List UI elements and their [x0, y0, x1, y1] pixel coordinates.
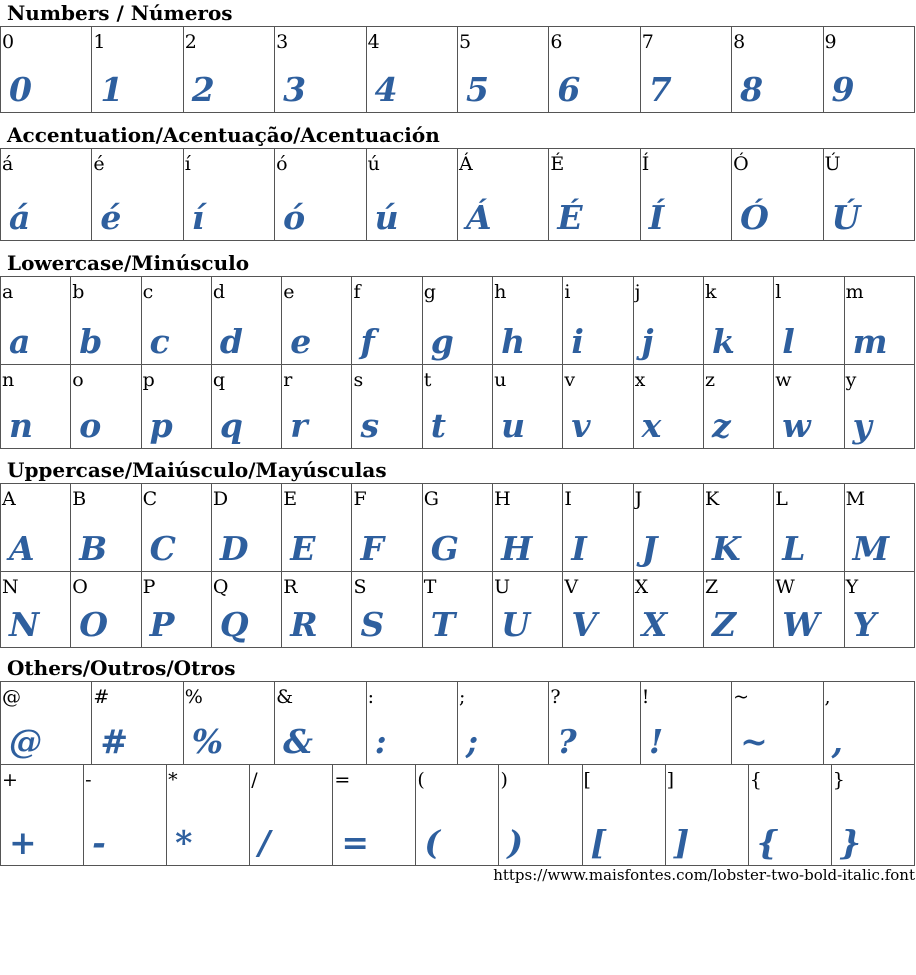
glyph-sample: ú [374, 198, 399, 237]
glyph-sample: * [175, 823, 193, 862]
glyph-cell [457, 27, 548, 113]
glyph-cell [211, 572, 281, 648]
glyph-label: h [494, 281, 507, 303]
glyph-label: f [353, 281, 361, 303]
glyph-label: ) [500, 769, 508, 791]
glyph-cell [563, 365, 633, 449]
glyph-label: & [276, 686, 294, 708]
glyph-label: N [2, 576, 19, 598]
glyph-label: k [704, 281, 717, 303]
glyph-cell [703, 365, 773, 449]
glyph-cell [457, 682, 548, 765]
glyph-label: C [142, 488, 158, 510]
glyph-cell [352, 572, 422, 648]
glyph-cell [633, 572, 703, 648]
glyph-label: o [72, 369, 84, 391]
glyph-sample: R [290, 605, 318, 644]
glyph-sample: p [149, 406, 173, 445]
glyph-sample: ? [557, 722, 577, 761]
section-title-accentuation: Accentuation/Acentuação/Acentuación [7, 123, 440, 147]
glyph-label: - [85, 769, 92, 791]
glyph-sample: é [100, 198, 122, 237]
glyph-label: 6 [550, 31, 563, 53]
glyph-label: Y [845, 576, 859, 598]
glyph-cell [563, 484, 633, 572]
glyph-sample: y [852, 406, 872, 445]
glyph-cell [563, 277, 633, 365]
glyph-sample: A [9, 529, 35, 568]
glyph-label: L [775, 488, 788, 510]
glyph-label: E [283, 488, 298, 510]
glyph-cell [141, 277, 211, 365]
glyph-label: ] [666, 769, 675, 791]
glyph-cell [183, 27, 274, 113]
glyph-cell [493, 484, 563, 572]
glyph-cell [211, 365, 281, 449]
glyph-label: n [2, 369, 15, 391]
glyph-label: j [634, 281, 641, 303]
glyph-label: d [212, 281, 226, 303]
glyph-cell [831, 765, 914, 866]
glyph-sample: # [100, 722, 129, 761]
glyph-sample: 4 [374, 70, 398, 109]
glyph-sample: [ [590, 823, 607, 862]
glyph-sample: Z [711, 605, 737, 644]
glyph-cell [633, 277, 703, 365]
glyph-sample: g [430, 322, 454, 361]
glyph-label: É [550, 153, 565, 175]
glyph-sample: L [782, 529, 806, 568]
glyph-label: z [704, 369, 715, 391]
glyph-sample: , [831, 722, 844, 761]
glyph-cell [366, 27, 457, 113]
glyph-label: ; [458, 686, 466, 708]
glyph-cell [71, 572, 141, 648]
glyph-sample: 3 [283, 70, 307, 109]
glyph-sample: W [782, 605, 820, 644]
glyph-label: O [72, 576, 88, 598]
glyph-label: y [845, 369, 857, 391]
glyph-label: F [353, 488, 367, 510]
glyph-sample: x [641, 406, 662, 445]
glyph-cell [844, 277, 914, 365]
glyph-cell [732, 149, 823, 241]
glyph-cell [633, 365, 703, 449]
glyph-sample: V [571, 605, 597, 644]
glyph-label: p [142, 369, 155, 391]
others-table-2 [0, 764, 915, 866]
glyph-label: w [775, 369, 792, 391]
glyph-sample: c [149, 322, 170, 361]
glyph-cell [141, 365, 211, 449]
glyph-cell [499, 765, 582, 866]
glyph-cell [333, 765, 416, 866]
glyph-label: Í [641, 153, 650, 175]
section-title-numbers: Numbers / Números [7, 1, 233, 25]
lowercase-row-1 [1, 277, 915, 365]
glyph-label: Q [212, 576, 229, 598]
glyph-cell [71, 277, 141, 365]
glyph-label: J [634, 488, 643, 510]
glyph-label: T [423, 576, 437, 598]
glyph-cell [748, 765, 831, 866]
glyph-label: D [212, 488, 229, 510]
glyph-cell [844, 365, 914, 449]
glyph-cell [823, 149, 914, 241]
glyph-label: ? [550, 686, 561, 708]
glyph-label: V [564, 576, 579, 598]
glyph-label: í [184, 153, 191, 175]
glyph-cell [457, 149, 548, 241]
glyph-cell [141, 484, 211, 572]
glyph-sample: 7 [648, 70, 672, 109]
glyph-cell [211, 484, 281, 572]
glyph-cell [844, 484, 914, 572]
glyph-label: 1 [93, 31, 106, 53]
glyph-cell [422, 365, 492, 449]
glyph-label: 4 [367, 31, 380, 53]
glyph-sample: 9 [831, 70, 855, 109]
glyph-label: A [2, 488, 16, 510]
glyph-sample: F [360, 529, 384, 568]
glyph-cell [774, 484, 844, 572]
glyph-label: { [749, 769, 762, 791]
section-title-others: Others/Outros/Otros [7, 656, 236, 680]
glyph-label: s [353, 369, 364, 391]
glyph-sample: G [430, 529, 459, 568]
glyph-cell [732, 682, 823, 765]
glyph-label: t [423, 369, 432, 391]
glyph-sample: 5 [465, 70, 489, 109]
glyph-cell [416, 765, 499, 866]
glyph-sample: C [149, 529, 176, 568]
glyph-label: [ [583, 769, 591, 791]
glyph-cell [141, 572, 211, 648]
glyph-sample: 8 [740, 70, 764, 109]
glyph-label: e [283, 281, 295, 303]
glyph-sample: Ú [831, 198, 861, 237]
glyph-cell [582, 765, 665, 866]
glyph-cell [732, 27, 823, 113]
glyph-sample: 0 [9, 70, 32, 109]
glyph-label: ~ [733, 686, 750, 708]
glyph-cell [563, 572, 633, 648]
glyph-label: Á [458, 153, 473, 175]
glyph-sample: - [92, 823, 106, 862]
glyph-cell [275, 682, 366, 765]
glyph-sample: I [571, 529, 587, 568]
glyph-cell [1, 765, 84, 866]
glyph-cell [92, 149, 183, 241]
glyph-sample: & [283, 722, 313, 761]
glyph-cell [1, 572, 71, 648]
glyph-sample: Y [852, 605, 877, 644]
glyph-sample: Q [219, 605, 249, 644]
glyph-cell [282, 365, 352, 449]
glyph-cell [352, 484, 422, 572]
glyph-sample: i [571, 322, 584, 361]
glyph-label: Ú [824, 153, 841, 175]
glyph-label: / [251, 769, 258, 791]
glyph-label: B [72, 488, 87, 510]
glyph-label: b [72, 281, 85, 303]
glyph-label: * [168, 769, 178, 791]
glyph-sample: w [782, 406, 811, 445]
glyph-label: W [775, 576, 795, 598]
glyph-cell [422, 572, 492, 648]
glyph-cell [703, 484, 773, 572]
others-table-1 [0, 681, 915, 765]
glyph-label: á [2, 153, 14, 175]
glyph-sample: M [852, 529, 890, 568]
glyph-label: ( [417, 769, 425, 791]
glyph-sample: ( [424, 823, 441, 862]
glyph-cell [703, 277, 773, 365]
glyph-label: r [283, 369, 293, 391]
glyph-label: q [212, 369, 226, 391]
glyph-sample: r [290, 406, 308, 445]
glyph-label: ó [276, 153, 288, 175]
glyph-label: # [93, 686, 110, 708]
glyph-label: c [142, 281, 154, 303]
glyph-sample: z [711, 406, 731, 445]
glyph-sample: m [852, 322, 888, 361]
glyph-cell [1, 277, 71, 365]
glyph-sample: t [430, 406, 447, 445]
glyph-sample: P [149, 605, 175, 644]
glyph-cell [774, 572, 844, 648]
glyph-cell [1, 27, 92, 113]
glyph-label: ú [367, 153, 380, 175]
glyph-label: v [564, 369, 576, 391]
uppercase-row-1 [1, 484, 915, 572]
glyph-sample: í [191, 198, 205, 237]
glyph-sample: S [360, 605, 385, 644]
glyph-label: X [634, 576, 649, 598]
glyph-cell [640, 682, 731, 765]
glyph-label: ! [641, 686, 650, 708]
glyph-sample: ) [507, 823, 524, 862]
glyph-sample: K [711, 529, 741, 568]
glyph-sample: 1 [100, 70, 124, 109]
glyph-label: a [2, 281, 14, 303]
glyph-sample: u [501, 406, 526, 445]
glyph-cell [1, 484, 71, 572]
glyph-sample: Í [648, 198, 665, 237]
glyph-sample: j [641, 322, 654, 361]
glyph-sample: : [374, 722, 387, 761]
glyph-label: g [423, 281, 436, 303]
glyph-cell [250, 765, 333, 866]
glyph-cell [493, 572, 563, 648]
glyph-cell [823, 27, 914, 113]
glyph-sample: } [839, 823, 862, 862]
glyph-sample: @ [9, 722, 42, 761]
glyph-sample: + [9, 823, 37, 862]
numbers-table [0, 26, 915, 113]
glyph-cell [844, 572, 914, 648]
others-row-2 [1, 765, 915, 866]
glyph-label: @ [2, 686, 21, 708]
glyph-sample: X [641, 605, 668, 644]
glyph-cell [92, 27, 183, 113]
glyph-cell [282, 277, 352, 365]
glyph-sample: f [360, 322, 375, 361]
glyph-sample: l [782, 322, 795, 361]
glyph-cell [640, 27, 731, 113]
others-row-1 [1, 682, 915, 765]
glyph-cell [549, 682, 640, 765]
glyph-cell [422, 277, 492, 365]
glyph-cell [549, 149, 640, 241]
glyph-sample: o [79, 406, 102, 445]
glyph-label: u [494, 369, 507, 391]
glyph-label: K [704, 488, 720, 510]
glyph-label: 8 [733, 31, 746, 53]
uppercase-row-2 [1, 572, 915, 648]
glyph-cell [665, 765, 748, 866]
glyph-label: l [775, 281, 782, 303]
glyph-sample: s [360, 406, 380, 445]
glyph-sample: á [9, 198, 31, 237]
glyph-cell [774, 277, 844, 365]
glyph-sample: n [9, 406, 33, 445]
glyph-sample: ] [673, 823, 690, 862]
glyph-label: é [93, 153, 105, 175]
glyph-label: = [334, 769, 351, 791]
glyph-label: % [184, 686, 203, 708]
glyph-label: Z [704, 576, 719, 598]
glyph-cell [71, 365, 141, 449]
glyph-sample: b [79, 322, 103, 361]
glyph-cell [183, 149, 274, 241]
footer-url: https://www.maisfontes.com/lobster-two-bold-italic.font [493, 866, 915, 884]
glyph-sample: 2 [191, 70, 215, 109]
glyph-label: I [564, 488, 572, 510]
glyph-cell [549, 27, 640, 113]
accentuation-table [0, 148, 915, 241]
glyph-label: } [832, 769, 845, 791]
numbers-row [1, 27, 915, 113]
glyph-sample: ; [465, 722, 479, 761]
glyph-sample: T [430, 605, 456, 644]
glyph-sample: / [258, 823, 271, 862]
glyph-sample: d [219, 322, 243, 361]
glyph-cell [275, 149, 366, 241]
glyph-sample: q [219, 406, 243, 445]
glyph-label: 7 [641, 31, 654, 53]
glyph-cell [640, 149, 731, 241]
glyph-label: m [845, 281, 864, 303]
glyph-sample: D [219, 529, 249, 568]
glyph-sample: 6 [557, 70, 581, 109]
glyph-cell [823, 682, 914, 765]
glyph-sample: e [290, 322, 312, 361]
glyph-cell [282, 572, 352, 648]
glyph-sample: k [711, 322, 735, 361]
glyph-sample: O [79, 605, 109, 644]
glyph-label: 9 [824, 31, 837, 53]
glyph-label: M [845, 488, 866, 510]
section-title-uppercase: Uppercase/Maiúsculo/Mayúsculas [7, 458, 387, 482]
glyph-cell [282, 484, 352, 572]
glyph-label: , [824, 686, 831, 708]
glyph-sample: ! [648, 722, 664, 761]
glyph-label: U [494, 576, 511, 598]
glyph-cell [183, 682, 274, 765]
glyph-cell [1, 365, 71, 449]
glyph-cell [84, 765, 167, 866]
glyph-sample: Ó [740, 198, 769, 237]
glyph-label: i [564, 281, 571, 303]
glyph-label: H [494, 488, 511, 510]
lowercase-row-2 [1, 365, 915, 449]
glyph-sample: a [9, 322, 31, 361]
glyph-cell [493, 365, 563, 449]
glyph-label: R [283, 576, 298, 598]
glyph-label: 5 [458, 31, 472, 53]
glyph-cell [703, 572, 773, 648]
glyph-sample: J [641, 529, 658, 568]
glyph-cell [167, 765, 250, 866]
glyph-label: x [634, 369, 646, 391]
glyph-label: 0 [2, 31, 15, 53]
glyph-cell [71, 484, 141, 572]
glyph-cell [92, 682, 183, 765]
glyph-cell [1, 149, 92, 241]
accentuation-row [1, 149, 915, 241]
glyph-sample: Á [465, 198, 492, 237]
section-title-lowercase: Lowercase/Minúsculo [7, 251, 250, 275]
glyph-sample: B [79, 529, 108, 568]
glyph-cell [493, 277, 563, 365]
glyph-sample: N [9, 605, 40, 644]
glyph-label: : [367, 686, 374, 708]
glyph-cell [352, 277, 422, 365]
glyph-sample: h [501, 322, 526, 361]
glyph-cell [422, 484, 492, 572]
glyph-label: G [423, 488, 439, 510]
glyph-cell [211, 277, 281, 365]
glyph-sample: E [290, 529, 316, 568]
glyph-cell [774, 365, 844, 449]
glyph-sample: ~ [740, 722, 768, 761]
glyph-sample: v [571, 406, 591, 445]
uppercase-table [0, 483, 915, 648]
lowercase-table [0, 276, 915, 449]
glyph-cell [275, 27, 366, 113]
glyph-sample: = [341, 823, 369, 862]
glyph-label: S [353, 576, 367, 598]
glyph-label: P [142, 576, 156, 598]
glyph-sample: U [501, 605, 530, 644]
glyph-label: + [2, 769, 18, 791]
glyph-sample: { [756, 823, 778, 862]
glyph-sample: H [501, 529, 533, 568]
glyph-sample: ó [283, 198, 306, 237]
glyph-cell [633, 484, 703, 572]
glyph-label: Ó [733, 153, 749, 175]
glyph-sample: É [557, 198, 583, 237]
glyph-cell [1, 682, 92, 765]
glyph-cell [352, 365, 422, 449]
glyph-label: 3 [276, 31, 289, 53]
glyph-label: 2 [184, 31, 197, 53]
glyph-cell [366, 149, 457, 241]
glyph-sample: % [191, 722, 224, 761]
glyph-cell [366, 682, 457, 765]
